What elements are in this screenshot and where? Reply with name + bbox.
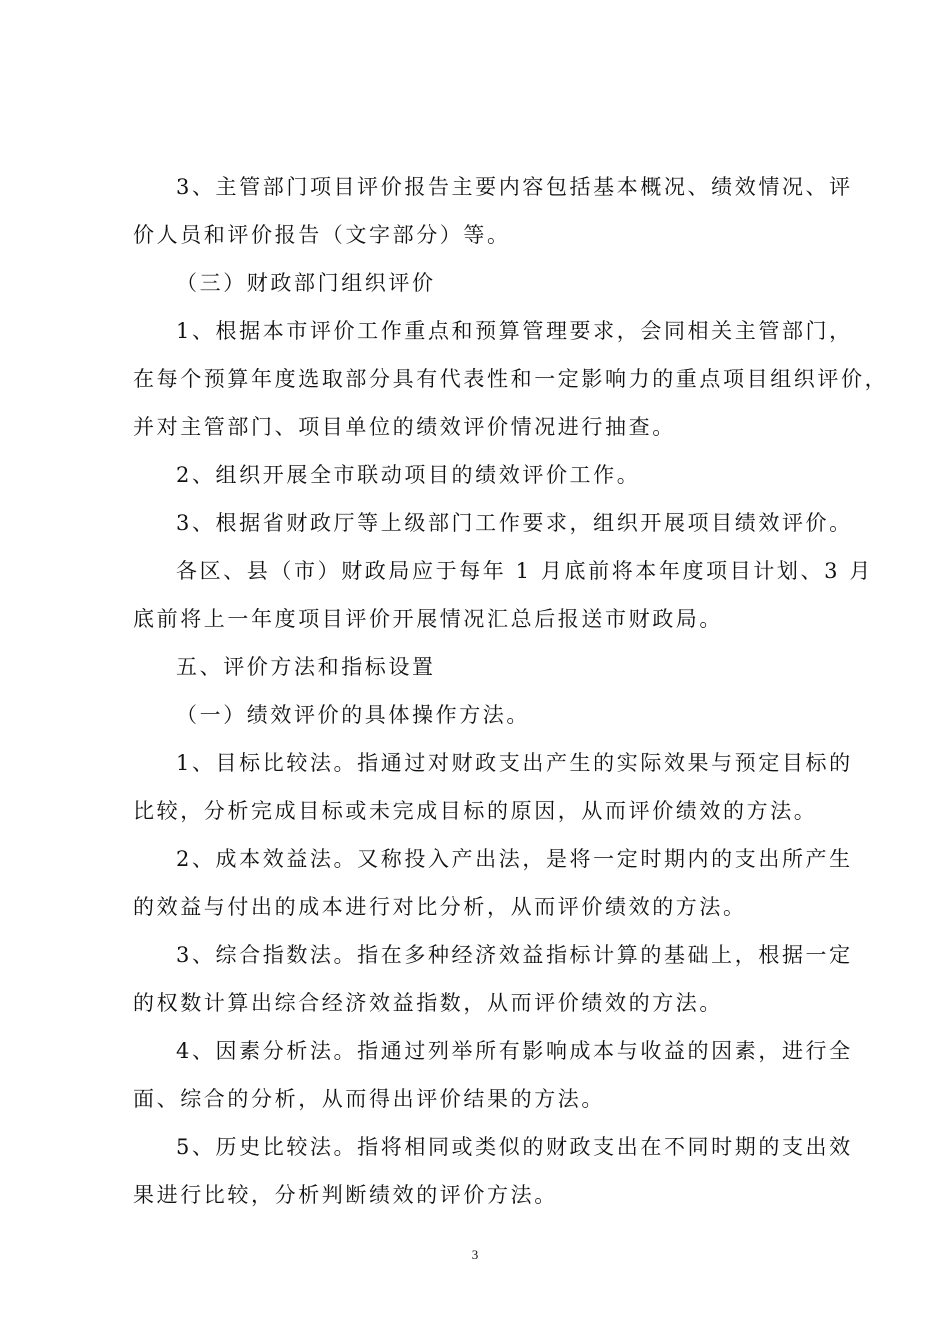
section-heading: （一）绩效评价的具体操作方法。 [176, 703, 530, 727]
text-line: 1、根据本市评价工作重点和预算管理要求，会同相关主管部门， [176, 319, 853, 343]
text-line: 1、目标比较法。指通过对财政支出产生的实际效果与预定目标的 [176, 751, 853, 775]
text-line: 2、组织开展全市联动项目的绩效评价工作。 [176, 463, 641, 487]
text-line: 比较，分析完成目标或未完成目标的原因，从而评价绩效的方法。 [133, 799, 818, 823]
text-line: 5、历史比较法。指将相同或类似的财政支出在不同时期的支出效 [176, 1135, 853, 1159]
text-line: 底前将上一年度项目评价开展情况汇总后报送市财政局。 [133, 607, 723, 631]
text-line: 3、综合指数法。指在多种经济效益指标计算的基础上，根据一定 [176, 943, 853, 967]
text-line: 在每个预算年度选取部分具有代表性和一定影响力的重点项目组织评价， [133, 367, 889, 391]
text-line: 面、综合的分析，从而得出评价结果的方法。 [133, 1087, 605, 1111]
text-line: 2、成本效益法。又称投入产出法，是将一定时期内的支出所产生 [176, 847, 853, 871]
text-line: 4、因素分析法。指通过列举所有影响成本与收益的因素，进行全 [176, 1039, 853, 1063]
text-line: 价人员和评价报告（文字部分）等。 [133, 223, 511, 247]
text-line: 3、根据省财政厅等上级部门工作要求，组织开展项目绩效评价。 [176, 511, 853, 535]
text-line: 的权数计算出综合经济效益指数，从而评价绩效的方法。 [133, 991, 723, 1015]
text-line: 果进行比较，分析判断绩效的评价方法。 [133, 1183, 558, 1207]
section-heading: （三）财政部门组织评价 [176, 271, 436, 295]
text-line: 3、主管部门项目评价报告主要内容包括基本概况、绩效情况、评 [176, 175, 853, 199]
section-heading: 五、评价方法和指标设置 [176, 655, 436, 679]
text-line: 各区、县（市）财政局应于每年 1 月底前将本年度项目计划、3 月 [176, 559, 873, 583]
text-line: 并对主管部门、项目单位的绩效评价情况进行抽查。 [133, 415, 676, 439]
page-number: 3 [471, 1247, 479, 1262]
text-line: 的效益与付出的成本进行对比分析，从而评价绩效的方法。 [133, 895, 747, 919]
